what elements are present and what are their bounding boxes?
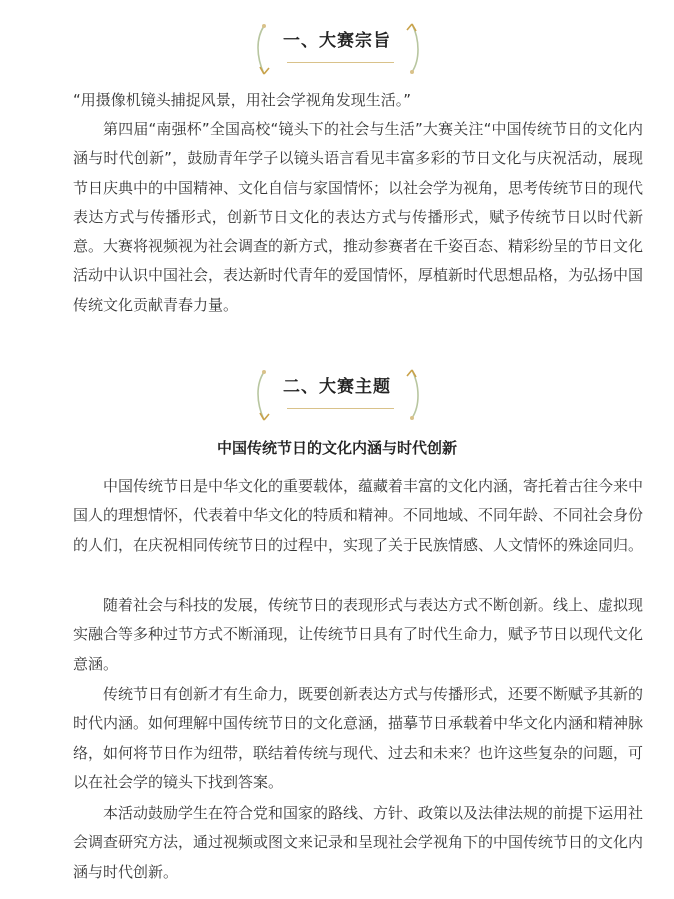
section-2-underline [287,408,394,409]
section-2-paragraph-4: 本活动鼓励学生在符合党和国家的路线、方针、政策以及法律法规的前提下运用社会调查研究方法，通过视频或图文来记录和呈现社会学视角下的中国传统节日的文化内涵与时代创新。 [73,804,644,881]
section-2-paragraph-3: 传统节日有创新才有生命力，既要创新表达方式与传播形式，还要不断赋予其新的时代内涵。如何理解中国传统节日的文化意涵，描摹节日承载着中华文化内涵和精神脉络，如何将节日作为纽带，联结着传统与现代、过去和未来？也许这些复杂的问题，可以在社会学的镜头下找到答案。 [73,685,644,791]
section-2-paragraph-1: 中国传统节日是中华文化的重要载体，蕴藏着丰富的文化内涵，寄托着古往今来中国人的理想情怀，代表着中华文化的特质和精神。不同地域、不同年龄、不同社会身份的人们，在庆祝相同传统节日的过程中，实现了关于民族情感、人文情怀的殊途同归。 [73,477,644,554]
section-2-subtitle: 中国传统节日的文化内涵与时代创新 [216,439,457,457]
leaf-right-icon [402,364,428,422]
section-1-underline [287,62,394,63]
section-2-header [0,356,674,436]
section-1-title: 一、大赛宗旨 [283,31,391,51]
section-1-quote: “用摄像机镜头捕捉风景，用社会学视角发现生活。” [73,91,412,109]
section-1-header [0,10,674,90]
section-1-paragraph: 第四届“南强杯”全国高校“镜头下的社会与生活”大赛关注“中国传统节日的文化内涵与时代创新”，鼓励青年学子以镜头语言看见丰富多彩的节日文化与庆祝活动，展现节日庆典中的中国精神、文化自信与家国情怀；以社会学为视角，思考传统节日的现代表达方式与传播形式，创新节日文化的表达方式与传播形式，赋予传统节日以时代新意。大赛将视频视为社会调查的新方式，推动参赛者在千姿百态、精彩纷呈的节日文化活动中认识中国社会，表达新时代青年的爱国情怀，厚植新时代思想品格，为弘扬中国传统文化贡献青春力量。 [73,120,644,314]
section-2-title: 二、大赛主题 [283,377,391,397]
leaf-right-icon [402,18,428,76]
section-2-paragraph-2: 随着社会与科技的发展，传统节日的表现形式与表达方式不断创新。线上、虚拟现实融合等多种过节方式不断涌现，让传统节日具有了时代生命力，赋予节日以现代文化意涵。 [73,596,644,673]
